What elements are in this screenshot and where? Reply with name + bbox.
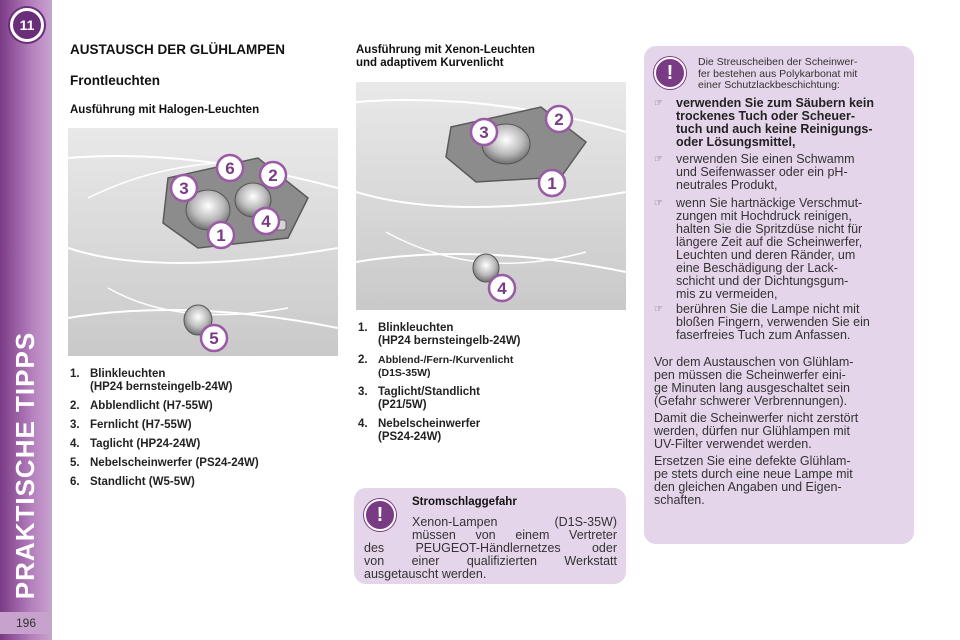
xenon-headlight-illustration [356,82,626,310]
list-item: 5. Nebelscheinwerfer (PS24-24W) [70,457,259,469]
list-item: 1. Blinkleuchten (HP24 bernsteingelb-24W) [70,368,233,393]
halogen-headlight-photo [68,128,338,356]
halogen-callout-4 [253,208,279,234]
chapter-side-title: PRAKTISCHE TIPPS [10,331,41,599]
list-item: 6. Standlicht (W5-5W) [70,476,195,488]
svg-text:4: 4 [497,279,507,298]
svg-text:2: 2 [554,110,564,129]
xenon-callout-2 [546,106,572,132]
care-paragraph-3: Ersetzen Sie eine defekte Glühlam- pe stets durch eine neue Lampe mit den gleichen Angaben und Eigen- schaften. [654,454,853,507]
list-item: 3. Taglicht/Standlicht (P21/5W) [358,386,481,411]
svg-text:5: 5 [209,329,219,348]
xenon-bulb-list [358,322,521,450]
chapter-number-badge: 11 [10,8,44,42]
care-paragraph-1: Vor dem Austauschen von Glühlam- pen müssen die Scheinwerfer eini- ge Minuten lang ausgeschaltet sein (Gefahr schwerer Verbrennungen). [654,355,854,408]
xenon-callout-1 [539,170,565,196]
halogen-callout-3 [171,175,197,201]
svg-text:3: 3 [479,123,489,142]
bullet-icon: ☞ [654,98,663,109]
list-item: 1. Blinkleuchten (HP24 bernsteingelb-24W) [358,322,521,347]
warning-line: müssen von einem Vertreter [412,528,617,542]
svg-text:3: 3 [179,179,189,198]
section-title: Frontleuchten [70,73,160,88]
exclamation-icon: ! [364,499,396,531]
xenon-headlight-photo [356,82,626,310]
list-item: 2. Abblendlicht (H7-55W) [70,400,213,412]
warning-line: von einer qualifizierten Werkstatt [364,554,617,568]
halogen-bulb-list [70,368,259,495]
halogen-callout-2 [260,162,286,188]
list-item: 2. Abblend-/Fern-/Kurvenlicht (D1S-35W) [358,354,514,379]
warning-title: Stromschlaggefahr [412,496,517,508]
list-item: 4. Taglicht (HP24-24W) [70,438,201,450]
svg-text:4: 4 [261,212,271,231]
halogen-callout-1 [208,222,234,248]
warning-line: des PEUGEOT-Händlernetzes oder [364,541,617,555]
xenon-heading: Ausführung mit Xenon-Leuchten und adaptivem Kurvenlicht [356,44,535,69]
exclamation-icon: ! [654,57,686,89]
page-title: AUSTAUSCH DER GLÜHLAMPEN [70,42,285,57]
bullet-icon: ☞ [654,304,663,315]
halogen-headlight-illustration [68,128,338,356]
warning-line: ausgetauscht werden. [364,567,487,581]
halogen-callout-6 [217,155,243,181]
warning-line: Xenon-Lampen (D1S-35W) [412,515,617,529]
xenon-callout-4 [489,275,515,301]
care-paragraph-2: Damit die Scheinwerfer nicht zerstört werden, dürfen nur Glühlampen mit UV-Filter verwendet werden. [654,411,859,451]
bullet-icon: ☞ [654,198,663,209]
svg-text:1: 1 [216,226,226,245]
svg-text:2: 2 [268,166,278,185]
halogen-heading: Ausführung mit Halogen-Leuchten [70,104,260,116]
bullet-icon: ☞ [654,154,663,165]
halogen-callout-5 [201,325,227,351]
xenon-callout-3 [471,119,497,145]
svg-text:1: 1 [547,174,557,193]
care-intro: Die Streuscheiben der Scheinwer- fer bestehen aus Polykarbonat mit einer Schutzlackbeschichtung: [698,56,858,91]
list-item: 4. Nebelscheinwerfer (PS24-24W) [358,418,481,443]
list-item: 3. Fernlicht (H7-55W) [70,419,192,431]
page-number: 196 [0,612,52,634]
svg-text:6: 6 [225,159,235,178]
